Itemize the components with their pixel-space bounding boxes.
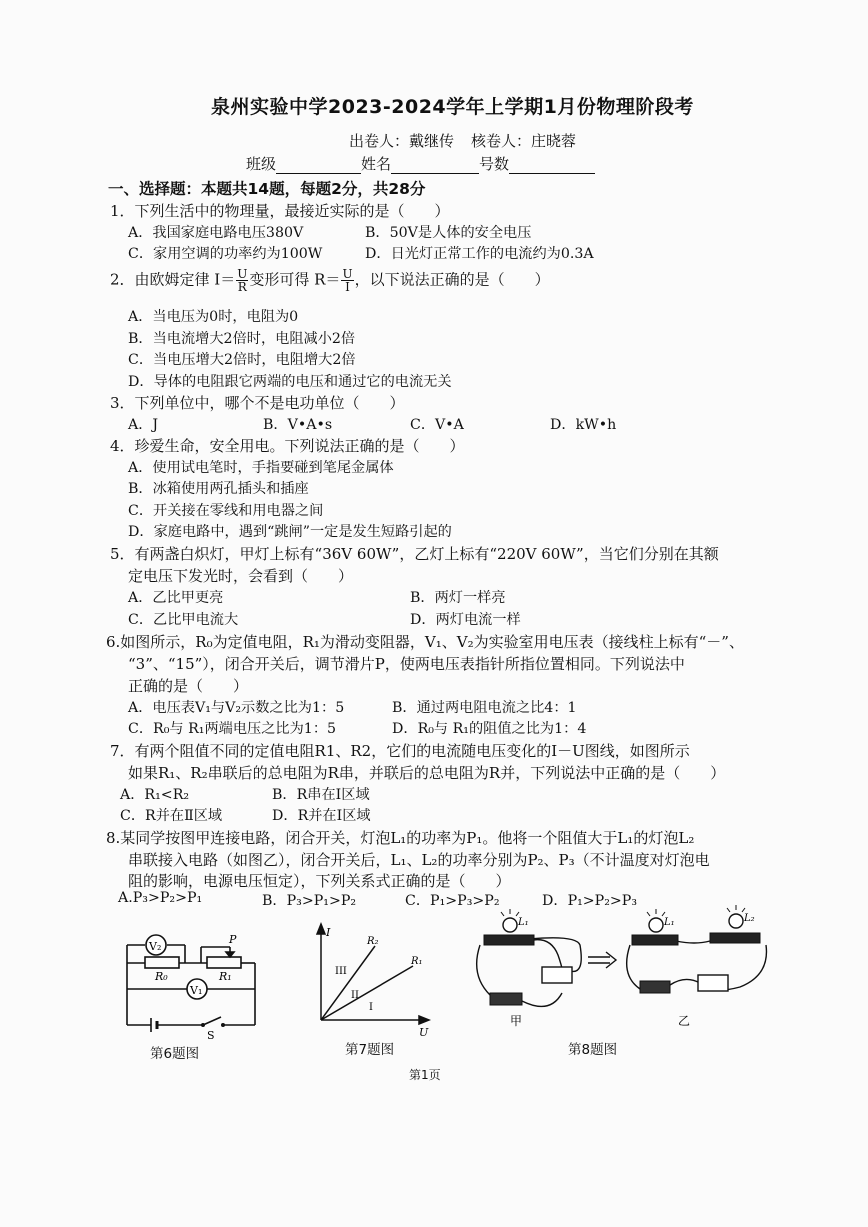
lamp-base-l1-right (632, 935, 678, 945)
q2-stem-part-c: ，以下说法正确的是（ ） (354, 270, 550, 289)
bulb-l1-left (503, 918, 517, 932)
q2-option-c[interactable]: C．当电压增大2倍时，电阻增大2倍 (128, 352, 356, 368)
reviewer-label: 核卷人：庄晓蓉 (471, 132, 577, 150)
class-blank[interactable] (276, 159, 361, 174)
r2-line (321, 946, 375, 1020)
fig7-label-r2: R₂ (367, 936, 379, 947)
q8-stem: 8.某同学按图甲连接电路，闭合开关，灯泡L₁的功率为P₁。他将一个阻值大于L₁的灯泡L₂ (106, 829, 695, 847)
fig7-zone-1: I (369, 1002, 373, 1013)
q8-option-d[interactable]: D．P₁>P₂>P₃ (542, 893, 638, 909)
q2-frac1-num: U (237, 267, 248, 281)
q4-option-c[interactable]: C．开关接在零线和用电器之间 (128, 503, 324, 519)
fig6-label-s: S (207, 1029, 215, 1040)
author-label: 出卷人：戴继传 (349, 132, 455, 150)
fig8-label-l1-right: L₁ (664, 917, 675, 928)
figure-7-iu-graph (305, 920, 440, 1038)
fig6-label-v1: V₁ (190, 984, 203, 997)
q2-stem (110, 268, 550, 293)
q4-stem: 4．珍爱生命，安全用电。下列说法正确的是（ ） (110, 437, 465, 455)
figure-6-caption: 第6题图 (150, 1046, 200, 1062)
q1-stem: 1．下列生活中的物理量，最接近实际的是（ ） (110, 202, 450, 220)
q3-option-c[interactable]: C．V•A (410, 417, 464, 433)
q5-option-b[interactable]: B．两灯一样亮 (410, 590, 506, 606)
q3-option-a[interactable]: A．J (128, 417, 159, 433)
switch-left (490, 993, 522, 1005)
name-label: 姓名 (361, 155, 392, 173)
q3-option-d[interactable]: D．kW•h (550, 417, 617, 433)
q4-option-a[interactable]: A．使用试电笔时，手指要碰到笔尾金属体 (128, 460, 394, 476)
q7-option-c[interactable]: C．R并在Ⅱ区域 (120, 808, 223, 824)
q2-frac2-den: I (345, 280, 350, 294)
q7-option-a[interactable]: A．R₁<R₂ (120, 787, 190, 803)
fig7-label-r1: R₁ (411, 956, 423, 967)
figure-8-caption: 第8题图 (568, 1042, 618, 1058)
fig6-label-v2: V₂ (149, 940, 162, 953)
q2-option-d[interactable]: D．导体的电阻跟它两端的电压和通过它的电流无关 (128, 374, 452, 390)
switch-right (640, 981, 670, 993)
q7-option-b[interactable]: B．R串在Ⅰ区域 (272, 787, 370, 803)
q2-frac2-num: U (342, 267, 353, 281)
fig8-label-l1-left: L₁ (518, 917, 529, 928)
figure-6-circuit (115, 925, 270, 1040)
q5-option-a[interactable]: A．乙比甲更亮 (128, 590, 224, 606)
q4-option-d[interactable]: D．家庭电路中，遇到“跳闸”一定是发生短路引起的 (128, 524, 452, 540)
q5-option-c[interactable]: C．乙比甲电流大 (128, 612, 239, 628)
q1-option-a[interactable]: A．我国家庭电路电压380V (128, 225, 304, 241)
fig7-zone-3: III (335, 966, 347, 977)
q2-stem-part-a: 2．由欧姆定律 I＝ (110, 270, 236, 289)
number-label: 号数 (479, 155, 510, 173)
fig6-label-p: P (229, 933, 237, 946)
q3-stem: 3．下列单位中，哪个不是电功单位（ ） (110, 394, 405, 412)
q2-fraction-u-over-i (341, 268, 353, 293)
battery-left (542, 967, 572, 983)
bulb-l1-right (649, 918, 663, 932)
q1-option-b[interactable]: B．50V是人体的安全电压 (365, 225, 532, 241)
q6-option-a[interactable]: A．电压表V₁与V₂示数之比为1：5 (128, 700, 345, 716)
q1-option-c[interactable]: C．家用空调的功率约为100W (128, 246, 323, 262)
q2-frac1-den: R (237, 280, 247, 294)
class-label: 班级 (246, 155, 277, 173)
q2-option-b[interactable]: B．当电流增大2倍时，电阻减小2倍 (128, 331, 356, 347)
fig8-label-jia: 甲 (510, 1014, 523, 1028)
q8-option-c[interactable]: C．P₁>P₃>P₂ (405, 893, 500, 909)
name-blank[interactable] (391, 159, 479, 174)
q4-option-b[interactable]: B．冰箱使用两孔插头和插座 (128, 481, 309, 497)
q5-stem: 5．有两盏白炽灯，甲灯上标有“36V 60W”，乙灯上标有“220V 60W”，当它们分别在其额 (110, 545, 719, 563)
fig8-label-l2: L₂ (744, 913, 755, 924)
q6-stem-line3: 正确的是（ ） (128, 677, 249, 695)
q8-option-b[interactable]: B．P₃>P₁>P₂ (262, 893, 357, 909)
q2-fraction-u-over-r (236, 268, 248, 293)
q5-stem-line2: 定电压下发光时，会看到（ ） (128, 567, 354, 585)
q8-option-a[interactable]: A.P₃>P₂>P₁ (118, 890, 203, 906)
figure-7-caption: 第7题图 (345, 1042, 395, 1058)
q8-stem-line3: 阻的影响，电源电压恒定），下列关系式正确的是（ ） (128, 872, 511, 890)
figure-8-circuits (470, 905, 770, 1030)
fig7-zone-2: II (351, 990, 359, 1001)
fig6-label-r1: R₁ (219, 970, 232, 983)
section-heading: 一、选择题：本题共14题，每题2分，共28分 (108, 180, 426, 198)
q1-option-d[interactable]: D．日光灯正常工作的电流约为0.3A (365, 246, 594, 262)
q6-stem: 6.如图所示，R₀为定值电阻，R₁为滑动变阻器，V₁、V₂为实验室用电压表（接线柱上标有“－”、 (106, 633, 744, 651)
q6-stem-line2: “3”、“15”），闭合开关后，调节滑片P，使两电压表指针所指位置相同。下列说法中 (128, 655, 685, 673)
r0-resistor (145, 957, 179, 968)
bulb-l2 (729, 914, 743, 928)
q6-option-b[interactable]: B．通过两电阻电流之比4：1 (392, 700, 577, 716)
fig7-axis-i: I (326, 926, 331, 939)
r1-rheostat (207, 957, 241, 968)
q7-stem-line2: 如果R₁、R₂串联后的总电阻为R串，并联后的总电阻为R并，下列说法中正确的是（ ） (128, 764, 726, 782)
fig8-label-yi: 乙 (678, 1014, 691, 1028)
exam-title: 泉州实验中学2023-2024学年上学期1月份物理阶段考 (211, 96, 694, 118)
fig6-label-r0: R₀ (155, 970, 168, 983)
lamp-base-l2 (710, 933, 760, 943)
q8-stem-line2: 串联接入电路（如图乙），闭合开关后，L₁、L₂的功率分别为P₂、P₃（不计温度对灯泡电 (128, 851, 710, 869)
battery-right (698, 975, 728, 991)
q7-stem: 7．有两个阻值不同的定值电阻R1、R2，它们的电流随电压变化的I－U图线，如图所示 (110, 742, 690, 760)
q5-option-d[interactable]: D．两灯电流一样 (410, 612, 521, 628)
q6-option-d[interactable]: D．R₀与 R₁的阻值之比为1：4 (392, 721, 587, 737)
number-blank[interactable] (509, 159, 595, 174)
student-info-line (246, 153, 595, 174)
page-number: 第1页 (409, 1068, 441, 1082)
q2-stem-part-b: 变形可得 R＝ (249, 270, 341, 289)
q3-option-b[interactable]: B．V•A•s (263, 417, 333, 433)
q7-option-d[interactable]: D．R并在Ⅰ区域 (272, 808, 371, 824)
q6-option-c[interactable]: C．R₀与 R₁两端电压之比为1：5 (128, 721, 337, 737)
q2-option-a[interactable]: A．当电压为0时，电阻为0 (128, 309, 299, 325)
lamp-base-1 (484, 935, 534, 945)
fig7-axis-u: U (419, 1026, 429, 1038)
